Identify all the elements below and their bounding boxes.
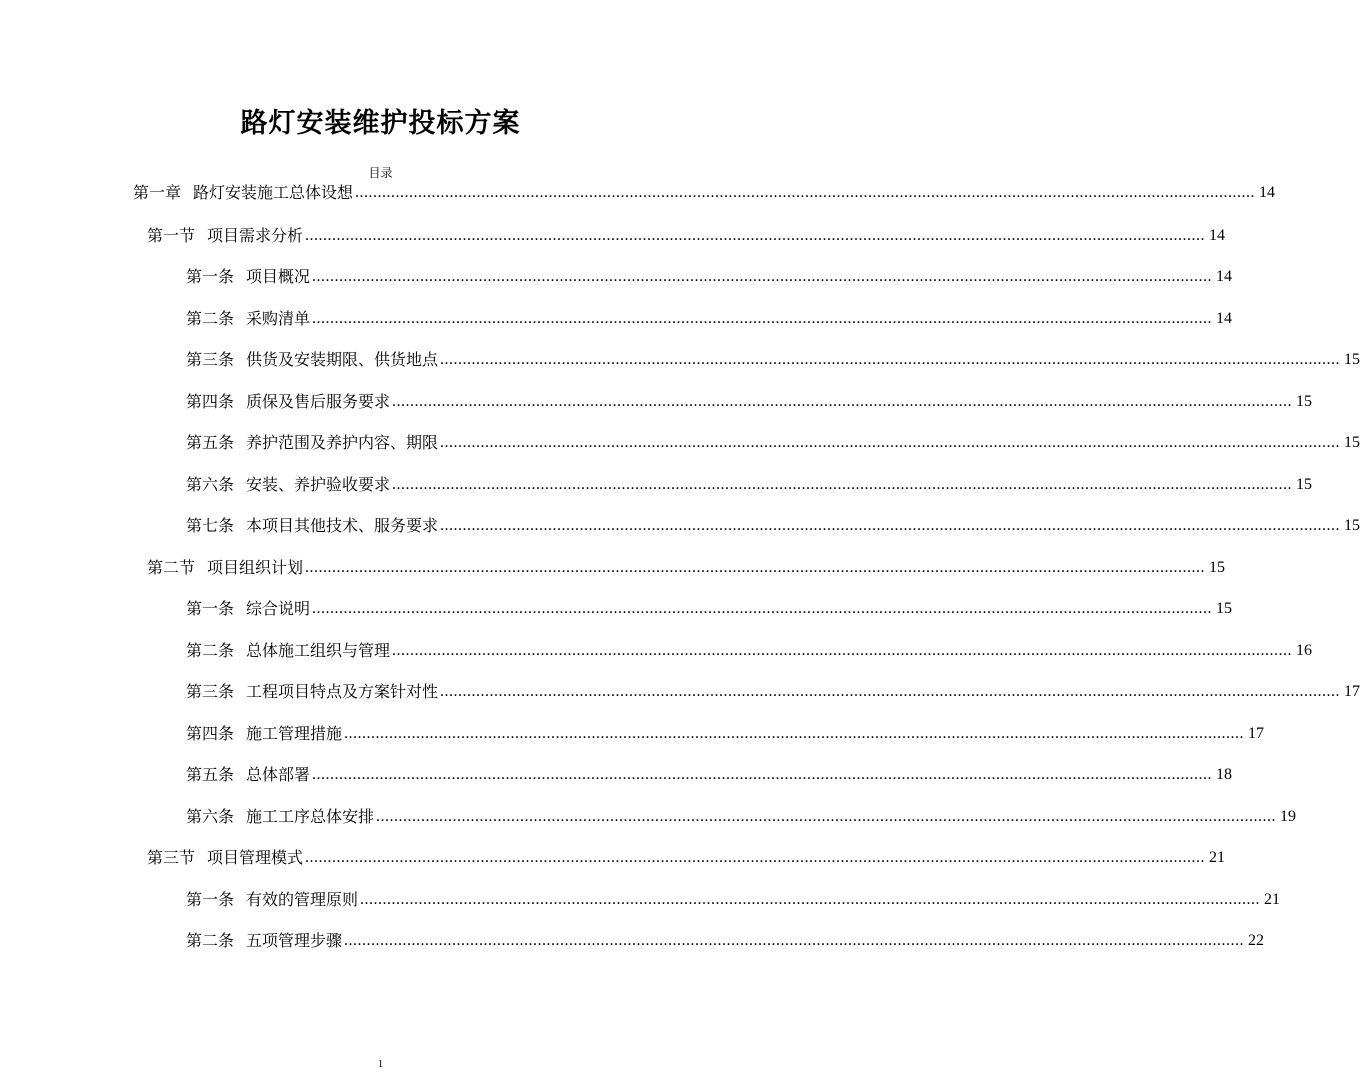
toc-entry-page: 15 [1296,393,1313,410]
toc-entry[interactable] [186,512,1360,536]
toc-heading: 目录 [368,166,393,180]
toc-dot-leader: ........................................................................................................................................................................................................ [312,600,1213,617]
toc-entry-number: 第五条 [186,433,235,452]
toc-dot-leader: ........................................................................................................................................................................................................ [312,766,1213,783]
toc-entry[interactable] [147,844,1226,868]
toc-entry-title: 本项目其他技术、服务要求 [246,516,439,535]
toc-entry-page: 15 [1344,351,1360,368]
toc-dot-leader: ........................................................................................................................................................................................................ [440,683,1341,700]
toc-entry-number: 第一节 [147,226,196,245]
toc-dot-leader: ........................................................................................................................................................................................................ [305,227,1206,244]
toc-entry-number: 第二条 [186,309,235,328]
toc-dot-leader: ........................................................................................................................................................................................................ [355,184,1256,201]
toc-entry-title: 项目需求分析 [207,226,304,245]
toc-entry-number: 第五条 [186,765,235,784]
toc-entry[interactable] [186,803,1297,827]
toc-entry-number: 第六条 [186,807,235,826]
toc-entry[interactable] [186,388,1313,412]
toc-entry-number: 第七条 [186,516,235,535]
toc-entry-title: 质保及售后服务要求 [246,392,391,411]
toc-dot-leader: ........................................................................................................................................................................................................ [360,891,1261,908]
toc-entry-page: 14 [1259,184,1276,201]
toc-entry[interactable] [186,346,1360,370]
toc-entry-title: 项目概况 [246,267,311,286]
toc-entry[interactable] [186,637,1313,661]
toc-entry-title: 采购清单 [246,309,311,328]
toc-entry-number: 第一条 [186,599,235,618]
toc-entry-title: 五项管理步骤 [246,931,343,950]
toc-dot-leader: ........................................................................................................................................................................................................ [392,393,1293,410]
toc-dot-leader: ........................................................................................................................................................................................................ [305,559,1206,576]
toc-entry-number: 第六条 [186,475,235,494]
toc-entry[interactable] [186,429,1360,453]
toc-entry-page: 15 [1344,434,1360,451]
toc-entry-number: 第二节 [147,558,196,577]
toc-entry-page: 17 [1248,725,1265,742]
toc-entry-page: 15 [1344,517,1360,534]
toc-entry[interactable] [186,595,1233,619]
toc-entry-title: 总体部署 [246,765,311,784]
toc-dot-leader: ........................................................................................................................................................................................................ [305,849,1206,866]
toc-entry-page: 14 [1216,268,1233,285]
toc-entry-title: 项目组织计划 [207,558,304,577]
toc-entry-number: 第三条 [186,350,235,369]
toc-entry[interactable] [186,720,1265,744]
toc-entry-page: 14 [1209,227,1226,244]
toc-entry-page: 14 [1216,310,1233,327]
toc-entry[interactable] [147,554,1226,578]
toc-dot-leader: ........................................................................................................................................................................................................ [312,268,1213,285]
toc-entry-title: 路灯安装施工总体设想 [193,183,354,202]
toc-dot-leader: ........................................................................................................................................................................................................ [344,932,1245,949]
toc-dot-leader: ........................................................................................................................................................................................................ [344,725,1245,742]
toc-entry-page: 19 [1280,808,1297,825]
toc-entry-title: 施工工序总体安排 [246,807,375,826]
toc-entry[interactable] [186,471,1313,495]
toc-entry-page: 16 [1296,642,1313,659]
toc-entry-number: 第二条 [186,931,235,950]
toc-entry-title: 供货及安装期限、供货地点 [246,350,439,369]
toc-entry-title: 有效的管理原则 [246,890,359,909]
toc-entry[interactable] [186,761,1233,785]
toc-entry-number: 第四条 [186,724,235,743]
toc-entry-number: 第二条 [186,641,235,660]
toc-entry-number: 第一章 [133,183,182,202]
toc-entry-title: 施工管理措施 [246,724,343,743]
toc-entry-number: 第三条 [186,682,235,701]
toc-entry[interactable] [186,263,1233,287]
toc-dot-leader: ........................................................................................................................................................................................................ [312,310,1213,327]
toc-entry-title: 工程项目特点及方案针对性 [246,682,439,701]
toc-entry-number: 第四条 [186,392,235,411]
toc-entry-title: 综合说明 [246,599,311,618]
toc-entry-title: 项目管理模式 [207,848,304,867]
toc-dot-leader: ........................................................................................................................................................................................................ [392,476,1293,493]
toc-entry-title: 总体施工组织与管理 [246,641,391,660]
toc-entry[interactable] [186,678,1360,702]
toc-entry-page: 17 [1344,683,1360,700]
toc-entry-page: 15 [1216,600,1233,617]
toc-entry[interactable] [186,927,1265,951]
toc-entry-page: 22 [1248,932,1265,949]
toc-dot-leader: ........................................................................................................................................................................................................ [440,517,1341,534]
toc-entry[interactable] [133,179,1276,203]
toc-dot-leader: ........................................................................................................................................................................................................ [392,642,1293,659]
document-title: 路灯安装维护投标方案 [240,108,521,139]
page-number: 1 [377,1058,384,1070]
toc-entry-page: 15 [1296,476,1313,493]
toc-entry-title: 养护范围及养护内容、期限 [246,433,439,452]
toc-entry[interactable] [147,222,1226,246]
toc-dot-leader: ........................................................................................................................................................................................................ [440,351,1341,368]
toc-entry-number: 第一条 [186,267,235,286]
toc-entry[interactable] [186,886,1281,910]
toc-entry-number: 第三节 [147,848,196,867]
toc-entry-number: 第一条 [186,890,235,909]
toc-entry-title: 安装、养护验收要求 [246,475,391,494]
toc-entry[interactable] [186,305,1233,329]
toc-entry-page: 21 [1209,849,1226,866]
toc-dot-leader: ........................................................................................................................................................................................................ [440,434,1341,451]
toc-entry-page: 15 [1209,559,1226,576]
toc-dot-leader: ........................................................................................................................................................................................................ [376,808,1277,825]
toc-entry-page: 18 [1216,766,1233,783]
toc-entry-page: 21 [1264,891,1281,908]
